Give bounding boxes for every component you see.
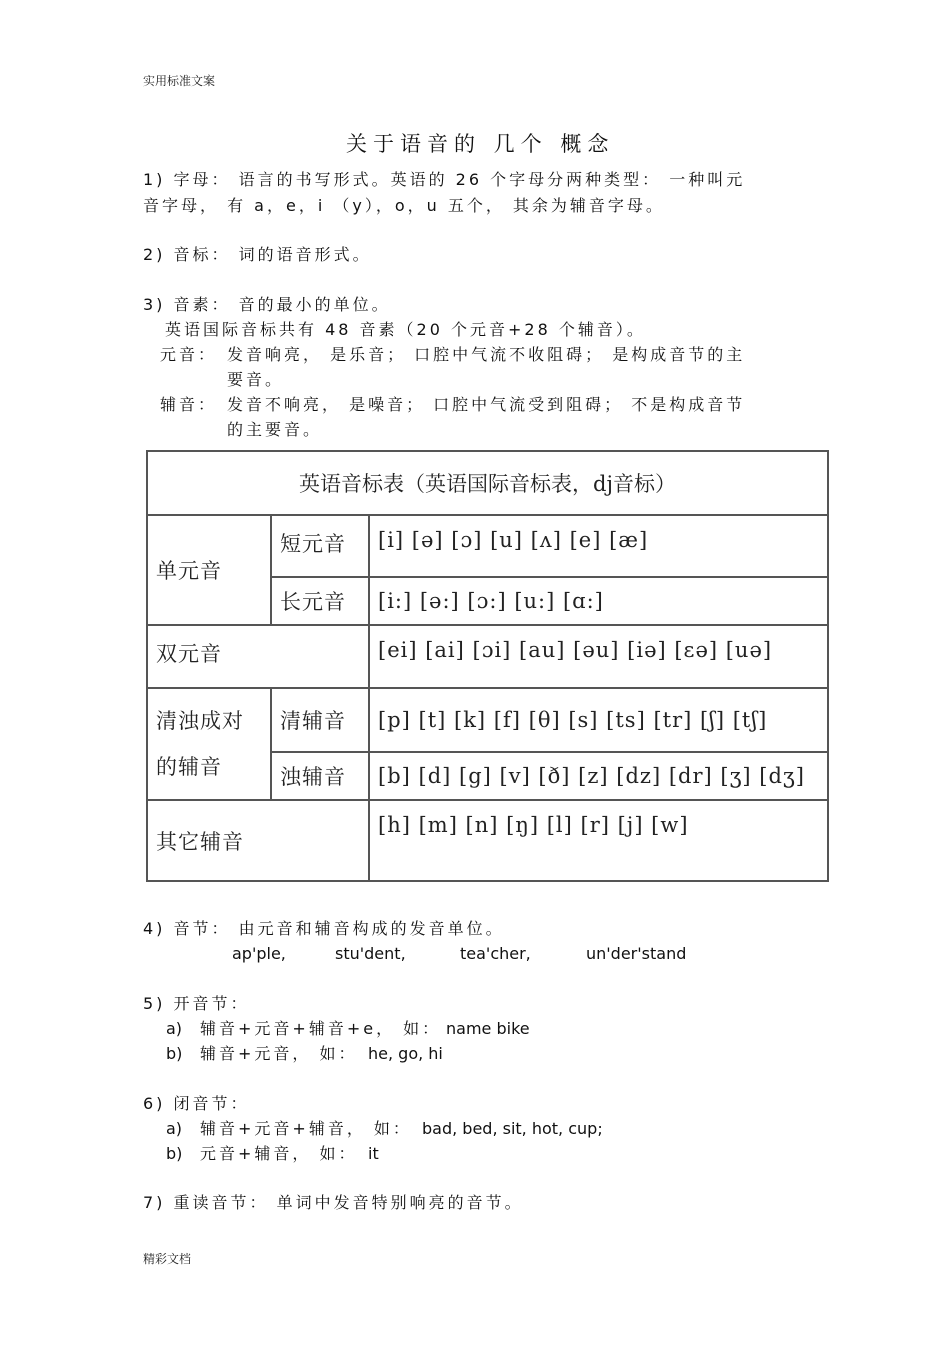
syllable-example: tea'cher, [460,944,531,963]
section-3-line-1: 3) 音素： 音的最小的单位。 [143,295,391,314]
vowel-definition-line-2: 要音。 [227,370,285,389]
open-syllable-example-b: he, go, hi [368,1044,443,1063]
section-4-line-1: 4) 音节： 由元音和辅音构成的发音单位。 [143,919,505,938]
voiced-consonant-label: 浊辅音 [271,752,369,800]
open-syllable-example-a: name bike [446,1019,530,1038]
long-vowel-label: 长元音 [271,577,369,625]
page-footer: 精彩文档 [143,1252,192,1266]
open-syllable-rule-b: 辅音+元音， 如： [200,1044,358,1063]
table-title: 英语音标表（英语国际音标表，dj音标） [147,451,828,515]
voiceless-consonant-symbols: [p] [t] [k] [f] [θ] [s] [ts] [tr] [ʃ] [tʃ] [369,688,828,752]
vowel-definition-line-1: 发音响亮， 是乐音； 口腔中气流不收阻碍； 是构成音节的主 [227,345,746,364]
long-vowel-symbols: [i:] [ə:] [ɔ:] [u:] [ɑ:] [369,577,828,625]
syllable-example: un'der'stand [586,944,687,963]
section-5-line-1: 5) 开音节： [143,994,250,1013]
syllable-example: ap'ple, [232,944,286,963]
syllable-example: stu'dent, [335,944,406,963]
monophthong-category: 单元音 [147,515,271,625]
vowel-label: 元音： [160,345,218,364]
list-marker: b) [166,1144,183,1163]
open-syllable-rule-a: 辅音+元音+辅音+e， 如： [200,1019,442,1038]
consonant-definition-line-1: 发音不响亮， 是噪音； 口腔中气流受到阻碍； 不是构成音节 [227,395,746,414]
document-title: 关于语音的 几个 概念 [346,132,615,156]
voiced-consonant-symbols: [b] [d] [g] [v] [ð] [z] [dz] [dr] [ʒ] [dʒ] [369,752,828,800]
section-1-line-1: 1) 字母： 语言的书写形式。英语的 26 个字母分两种类型： 一种叫元 [143,170,746,189]
voiceless-consonant-label: 清辅音 [271,688,369,752]
section-2-line-1: 2) 音标： 词的语音形式。 [143,245,372,264]
section-3-line-2: 英语国际音标共有 48 音素（20 个元音+28 个辅音）。 [165,320,646,339]
consonant-label: 辅音： [160,395,218,414]
section-7-line-1: 7) 重读音节： 单词中发音特别响亮的音节。 [143,1193,524,1212]
closed-syllable-rule-a: 辅音+元音+辅音， 如： [200,1119,412,1138]
section-1-line-2: 音字母， 有 a，e，i （y），o，u 五个， 其余为辅音字母。 [143,196,665,215]
short-vowel-symbols: [i] [ə] [ɔ] [u] [ʌ] [e] [æ] [369,515,828,577]
diphthong-category: 双元音 [147,625,369,688]
closed-syllable-example-a: bad, bed, sit, hot, cup; [422,1119,603,1138]
page-header: 实用标准文案 [143,74,216,88]
diphthong-symbols: [ei] [ai] [ɔi] [au] [əu] [iə] [ɛə] [uə] [369,625,828,688]
short-vowel-label: 短元音 [271,515,369,577]
paired-consonant-category [147,688,271,800]
closed-syllable-example-b: it [368,1144,379,1163]
consonant-definition-line-2: 的主要音。 [227,420,323,439]
paired-consonant-line-2: 的辅音 [156,755,222,779]
other-consonant-category: 其它辅音 [147,800,369,881]
closed-syllable-rule-b: 元音+辅音， 如： [200,1144,358,1163]
list-marker: a) [166,1119,183,1138]
other-consonant-symbols: [h] [m] [n] [ŋ] [l] [r] [j] [w] [369,800,828,881]
list-marker: a) [166,1019,183,1038]
list-marker: b) [166,1044,183,1063]
section-6-line-1: 6) 闭音节： [143,1094,250,1113]
ipa-phonetic-table [146,450,829,882]
paired-consonant-line-1: 清浊成对 [156,709,244,733]
